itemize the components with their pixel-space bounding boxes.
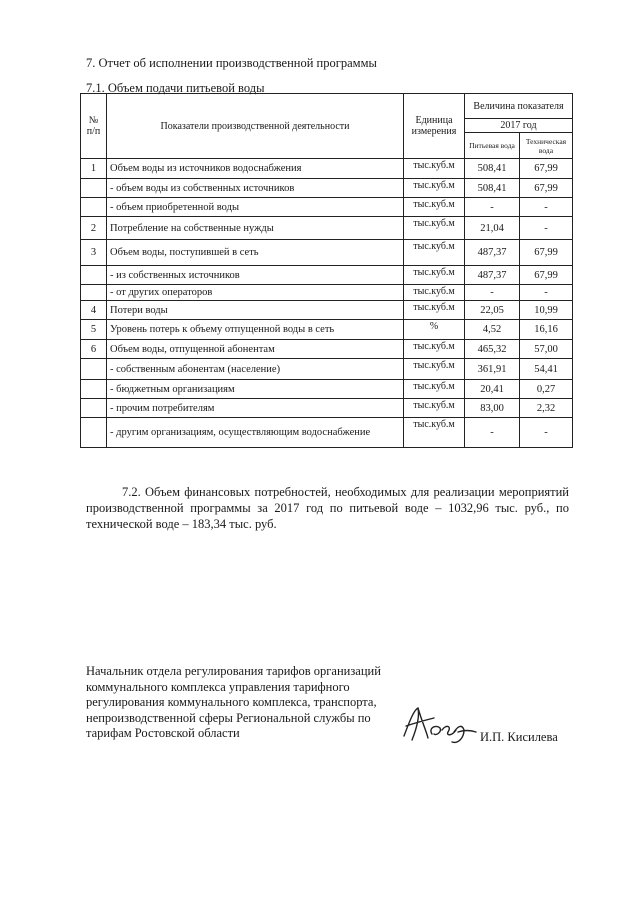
table-row	[81, 217, 573, 240]
row-drinking: 83,00	[465, 399, 520, 418]
table-row	[81, 380, 573, 399]
section-7-1-title: 7.1. Объем подачи питьевой воды	[86, 81, 265, 95]
row-drinking: -	[465, 198, 520, 217]
row-no	[81, 399, 107, 418]
section-7-title: 7. Отчет об исполнении производственной программы	[86, 56, 377, 70]
row-no	[81, 266, 107, 285]
row-drinking: 20,41	[465, 380, 520, 399]
row-label: - объем приобретенной воды	[107, 198, 404, 217]
row-no: 3	[81, 240, 107, 266]
row-technical: -	[520, 418, 573, 448]
header-no: № п/п	[81, 94, 107, 159]
row-no	[81, 380, 107, 399]
row-label: - объем воды из собственных источников	[107, 179, 404, 198]
row-no: 2	[81, 217, 107, 240]
table-row	[81, 399, 573, 418]
row-drinking: 4,52	[465, 320, 520, 340]
row-no: 1	[81, 159, 107, 179]
row-no: 4	[81, 301, 107, 320]
header-year: 2017 год	[465, 119, 573, 133]
row-unit: тыс.куб.м	[404, 217, 465, 240]
row-drinking: 487,37	[465, 240, 520, 266]
row-unit: тыс.куб.м	[404, 418, 465, 448]
row-drinking: 487,37	[465, 266, 520, 285]
table-row	[81, 159, 573, 179]
row-technical: -	[520, 217, 573, 240]
row-no: 5	[81, 320, 107, 340]
row-label: Объем воды, отпущенной абонентам	[107, 340, 404, 359]
row-label: Объем воды, поступившей в сеть	[107, 240, 404, 266]
paragraph-7-2: 7.2. Объем финансовых потребностей, необходимых для реализации мероприятий производственной программы за 2017 год по питьевой воде – 1032,96 тыс. руб., по технической воде – 183,34 тыс. руб.	[86, 485, 569, 531]
row-label: Потребление на собственные нужды	[107, 217, 404, 240]
table-row	[81, 359, 573, 380]
row-no	[81, 198, 107, 217]
table-row	[81, 320, 573, 340]
table-row	[81, 340, 573, 359]
table-row	[81, 301, 573, 320]
row-no	[81, 179, 107, 198]
header-value: Величина показателя	[465, 94, 573, 119]
row-unit: тыс.куб.м	[404, 198, 465, 217]
row-unit: тыс.куб.м	[404, 340, 465, 359]
row-unit: тыс.куб.м	[404, 359, 465, 380]
row-unit: тыс.куб.м	[404, 380, 465, 399]
signatory-position: Начальник отдела регулирования тарифов организаций коммунального комплекса управления тарифного регулирования коммунального комплекса, транспорта, непроизводственной сферы Региональной службы по тарифам Ростовской области	[86, 664, 381, 740]
row-label: - прочим потребителям	[107, 399, 404, 418]
row-unit: тыс.куб.м	[404, 240, 465, 266]
row-drinking: 22,05	[465, 301, 520, 320]
row-drinking: -	[465, 418, 520, 448]
row-label: - бюджетным организациям	[107, 380, 404, 399]
row-label: Уровень потерь к объему отпущенной воды в сеть	[107, 320, 404, 340]
header-unit: Единица измерения	[404, 94, 465, 159]
row-unit: тыс.куб.м	[404, 179, 465, 198]
table-row	[81, 266, 573, 285]
row-technical: 57,00	[520, 340, 573, 359]
row-no	[81, 359, 107, 380]
row-label: Объем воды из источников водоснабжения	[107, 159, 404, 179]
row-technical: 67,99	[520, 179, 573, 198]
row-no	[81, 285, 107, 301]
table-row	[81, 285, 573, 301]
row-drinking: 508,41	[465, 179, 520, 198]
row-technical: 67,99	[520, 240, 573, 266]
header-drinking: Питьевая вода	[465, 133, 520, 159]
row-technical: 0,27	[520, 380, 573, 399]
row-unit: тыс.куб.м	[404, 285, 465, 301]
row-technical: 2,32	[520, 399, 573, 418]
row-unit: %	[404, 320, 465, 340]
table-row	[81, 418, 573, 448]
row-drinking: 508,41	[465, 159, 520, 179]
row-unit: тыс.куб.м	[404, 159, 465, 179]
row-drinking: -	[465, 285, 520, 301]
row-unit: тыс.куб.м	[404, 301, 465, 320]
row-technical: 67,99	[520, 159, 573, 179]
row-technical: -	[520, 198, 573, 217]
signatory-name: И.П. Кисилева	[480, 730, 558, 744]
water-supply-table	[80, 93, 573, 448]
row-label: Потери воды	[107, 301, 404, 320]
handwritten-signature	[398, 700, 478, 748]
row-technical: 16,16	[520, 320, 573, 340]
row-label: - от других операторов	[107, 285, 404, 301]
row-drinking: 465,32	[465, 340, 520, 359]
row-technical: -	[520, 285, 573, 301]
table-row	[81, 179, 573, 198]
header-indicator: Показатели производственной деятельности	[107, 94, 404, 159]
row-unit: тыс.куб.м	[404, 266, 465, 285]
row-label: - из собственных источников	[107, 266, 404, 285]
row-technical: 67,99	[520, 266, 573, 285]
row-drinking: 21,04	[465, 217, 520, 240]
row-label: - собственным абонентам (население)	[107, 359, 404, 380]
row-label: - другим организациям, осуществляющим водоснабжение	[107, 418, 404, 448]
table-row	[81, 240, 573, 266]
row-technical: 10,99	[520, 301, 573, 320]
table-row	[81, 198, 573, 217]
row-technical: 54,41	[520, 359, 573, 380]
row-no: 6	[81, 340, 107, 359]
row-no	[81, 418, 107, 448]
header-technical: Техническая вода	[520, 133, 573, 159]
row-drinking: 361,91	[465, 359, 520, 380]
row-unit: тыс.куб.м	[404, 399, 465, 418]
